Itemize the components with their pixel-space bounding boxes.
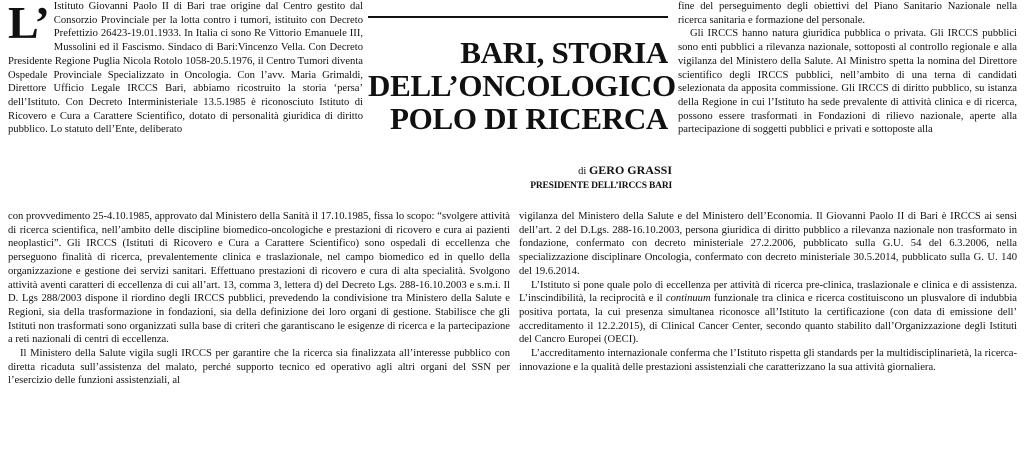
headline [368,35,676,136]
drop-cap: L’ [8,0,50,48]
right-column-top [678,0,1017,137]
intro-paragraph: Istituto Giovanni Paolo II di Bari trae origine dal Centro gestito dal Consorzio Provinciale per la lotta contro i tumori, istituito con Decreto Prefettizio 26423-19.01.1933. In Italia ci sono Re Vittorio Emanuele III, Mussolini ed il Fascismo. Sindaco di Bari:Vincenzo Vella. Con Decreto Presidente Regione Puglia Nicola Rotolo 1058-20.5.1976, il Centro Tumori diventa Ospedale Provinciale Specializzato in Oncologia. Con l’avv. Maria Grimaldi, Direttore Ufficio Legale IRCCS Bari, abbiamo ricostruito la storia ‘persa’ dell’Istituto. Con Decreto Interministeriale 13.5.1985 è riconosciuto Istituto di Ricovero e Cura a Carattere Scientifico, dotato di personalità giuridica di diritto pubblico. Lo statuto dell’Ente, deliberato [8,1,363,136]
author-name: GERO GRASSI [588,163,672,177]
byline-prefix: di [578,166,587,177]
left-paragraph-1: con provvedimento 25-4.10.1985, approvato dal Ministero della Sanità il 17.10.1985, fissa lo scopo: “svolgere attività di ricerca scientifica, nell’ambito delle discipline biomedico-oncologiche e prestazioni di ricovero e cura ai pazienti neoplastici”. Gli IRCCS (Istituti di Ricovero e Cura a Carattere Scientifico) sono ospedali di eccellenza che perseguono finalità di ricerca, prevalentemente clinica e traslazionale, nel campo biomedico ed in quello della organizzazione e gestione dei servizi sanitari. Effettuano prestazioni di ricovero e cura di alta specialità. Svolgono attività aventi caratteri di eccellenza di cui all’art. 13, comma 3, lettera d) del Decreto Lgs. 288-16.10.2003 e s.m.i. Il D. Lgs 288/2003 dispone il riordino degli IRCCS pubblici, prevedendo la condivisione tra Ministero della Salute e Regioni, sia della trasformazione in fondazioni, sia della definizione dei loro organi di gestione. Stabilisce che gli Istituti non trasformati sono organizzati sulla base di criteri che garantiscano le esigenze di ricerca e la partecipazione a reti nazionali di centri di eccellenza. [8,211,510,346]
left-paragraph-2: Il Ministero della Salute vigila sugli IRCCS per garantire che la ricerca sia finalizzata all’interesse pubblico con diretta ricaduta sull’assistenza del malato, perché supporto tecnico ed operativo agli altri organi del SSN per l’esercizio delle funzioni assistenziali, al [8,348,510,387]
author-role: PRESIDENTE DELL’IRCCS BARI [530,181,672,191]
paragraph-4-part-b: funzionale tra clinica e ricerca costituiscono un plusvalore di indubbia positiva portata, la cui presenza simultanea riconosce all’Istituto la certificazione (con data di emissione dell’ accreditamento il 12.2.2015), di Clinical Cancer Center, secondo quanto stabilito dall’Organizzazione degli Istituti del Cancro Europei (OECI). [519,293,1017,346]
paragraph-4-emphasis: continuum [665,293,711,305]
paragraph-4-part-a: L’Istituto si pone quale polo di eccellenza per attività di ricerca pre-clinica, traslazionale e clinica e di assistenza. L’inscindibilità, la reciprocità e il [519,279,1017,305]
right-paragraph-5: L’accreditamento internazionale conferma che l’Istituto rispetta gli standards per la multidisciplinarietà, la ricerca-innovazione e la qualità delle prestazioni assistenziali che caratterizzano la sua attività giornaliera. [519,348,1017,373]
right-paragraph-3: vigilanza del Ministero della Salute e del Ministero dell’Economia. Il Giovanni Paolo II di Bari è IRCCS ai sensi dell’art. 2 del D.Lgs. 288-16.10.2003, persona giuridica di diritto pubblico a rilevanza nazionale non trasformato in fondazione, confermato con decreto ministeriale 27.2.2006, pubblicato sulla G.U. 54 del 6.3.2006, nella specializzazione disciplinare Oncologia, confermato con decreto ministeriale 30.5.2014, pubblicato sulla G. U. 140 del 19.6.2014. [519,211,1017,277]
left-column-top [8,0,363,137]
headline-line-3: POLO DI RICERCA [390,101,668,136]
headline-block [368,16,676,136]
headline-line-2: DELL’ONCOLOGICO [368,68,676,103]
right-paragraph-2: Gli IRCCS hanno natura giuridica pubblica o privata. Gli IRCCS pubblici sono enti pubblici a rilevanza nazionale, sottoposti al controllo regionale e alla vigilanza del Ministero della Salute. Al Ministro spetta la nomina del Direttore scientifico degli IRCCS pubblici, nell’ambito di una terna di candidati selezionata da apposita commissione. Gli IRCCS di diritto pubblico, su istanza della Regione in cui l’Istituto ha sede prevalente di attività clinica e di ricerca, possono essere trasformati in Fondazioni di rilievo nazionale, aperte alla partecipazione di soggetti pubblici e privati e sottoposte alla [678,28,1017,136]
left-column-main [8,210,510,388]
right-paragraph-4 [519,279,1017,348]
byline [519,163,672,193]
headline-line-1: BARI, STORIA [460,35,668,70]
right-column-main [519,210,1017,374]
right-paragraph-1: fine del perseguimento degli obiettivi del Piano Sanitario Nazionale nella ricerca sanitaria e formazione del personale. [678,1,1017,26]
